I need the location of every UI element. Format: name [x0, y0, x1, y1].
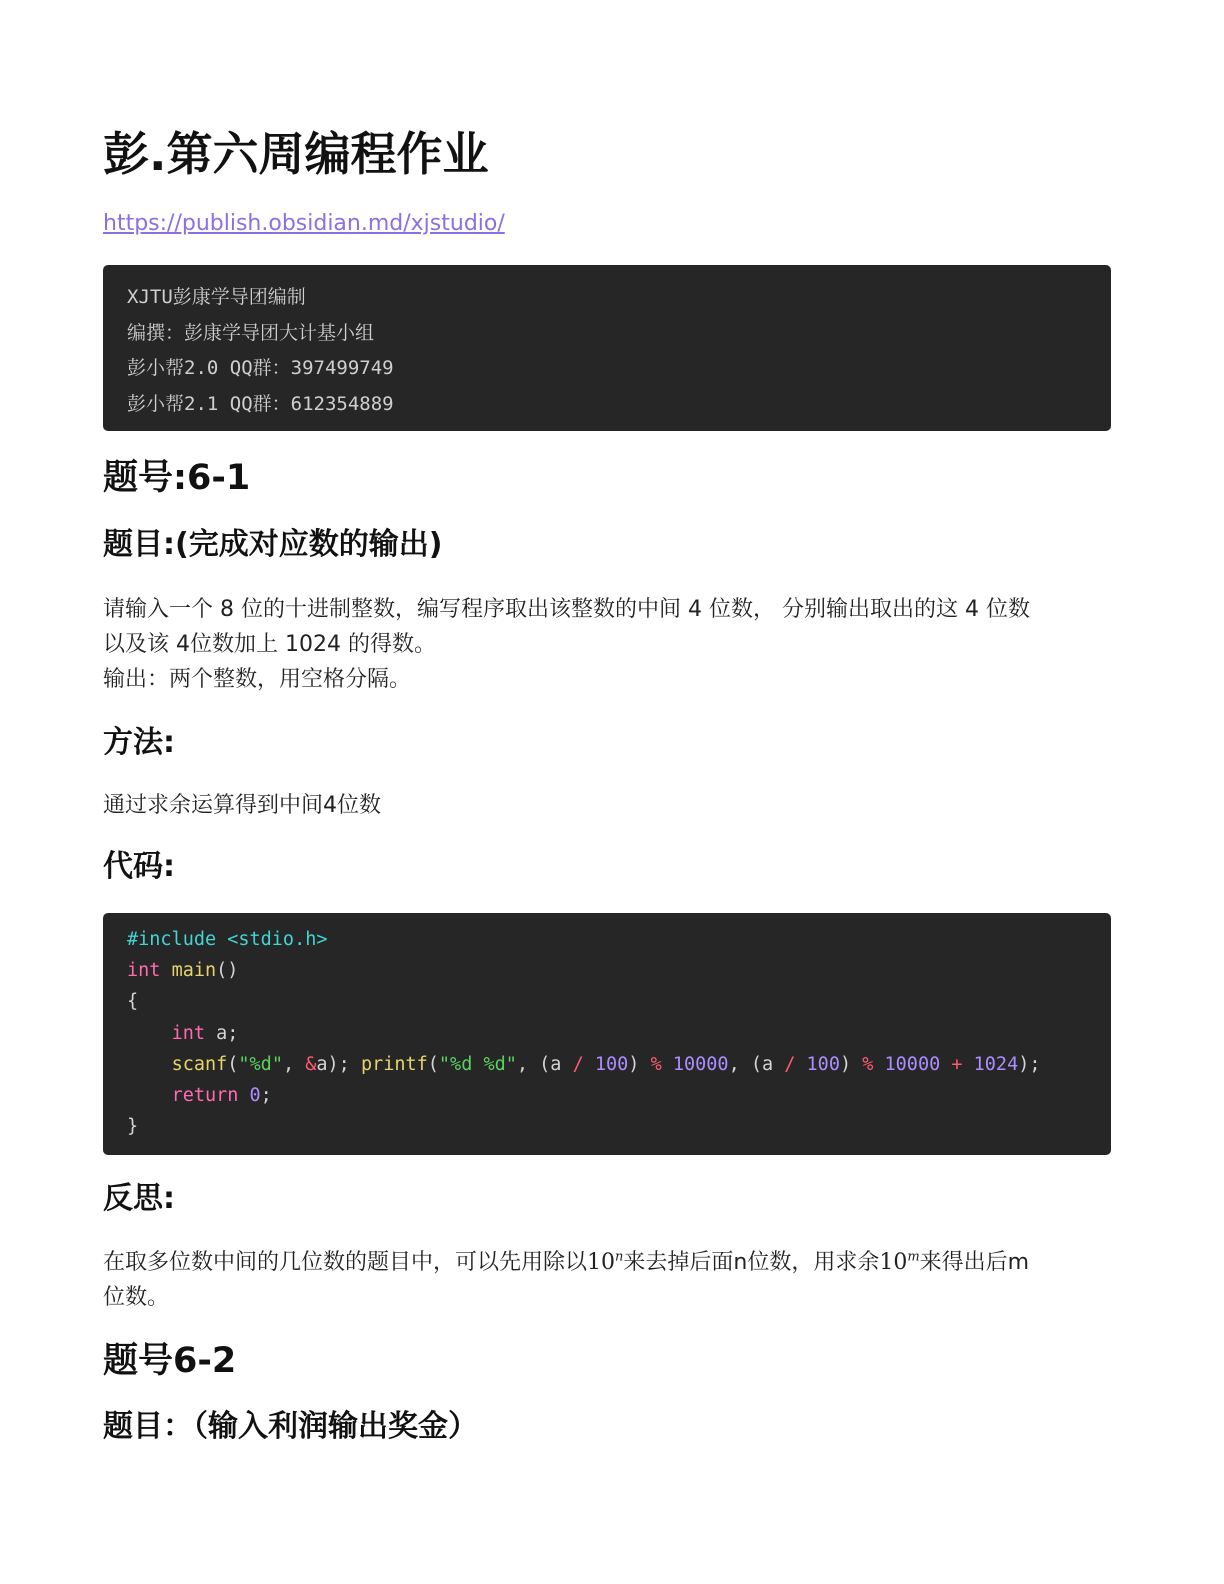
math-base: 10 [587, 1250, 616, 1275]
code-token: ) [839, 1053, 863, 1075]
reflection-text-part: 在取多位数中间的几位数的题目中，可以先用除以 [103, 1250, 588, 1275]
math-base: 10 [879, 1250, 908, 1275]
code-token [127, 1054, 172, 1075]
topic-text-line: 输出：两个整数，用空格分隔。 [103, 667, 412, 692]
code-token: () [216, 960, 239, 982]
code-token [940, 1054, 951, 1075]
math-power-n [587, 1250, 623, 1275]
topic-text-line: 请输入一个 8 位的十进制整数，编写程序取出该整数的中间 4 位数， 分别输出取出的这 4 位数 [103, 597, 1030, 622]
info-line: 编撰：彭康学导团大计基小组 [127, 321, 375, 344]
code-token: % [862, 1053, 874, 1075]
code-line [127, 986, 1087, 1017]
code-token: "%d" [238, 1053, 283, 1075]
code-token [127, 1085, 172, 1106]
code-block[interactable] [103, 913, 1111, 1155]
reflection-text-part: 来得出后m [919, 1250, 1030, 1275]
code-token [584, 1054, 595, 1075]
code-token [238, 1085, 249, 1106]
code-token: printf [360, 1053, 428, 1075]
code-token [127, 1023, 172, 1044]
code-token: , [282, 1053, 306, 1075]
code-token: a; [204, 1022, 239, 1044]
reflection-text-part: 位数。 [103, 1285, 170, 1310]
math-power-m [879, 1250, 919, 1275]
code-token [873, 1054, 884, 1075]
reflection-heading: 反思: [103, 1181, 175, 1216]
code-token: { [127, 991, 139, 1013]
code-token: int [127, 960, 161, 982]
topic-text [103, 592, 1111, 697]
code-token: , (a [728, 1053, 785, 1075]
code-token: 10000 [884, 1053, 941, 1075]
code-line [127, 1111, 1087, 1142]
code-line [127, 924, 1087, 955]
code-token: #include <stdio.h> [127, 929, 328, 950]
code-line [127, 1049, 1087, 1080]
reflection-text-part: 来去掉后面n位数，用求余 [623, 1250, 880, 1275]
obsidian-publish-link[interactable]: https://publish.obsidian.md/xjstudio/ [103, 211, 505, 236]
code-line [127, 1018, 1087, 1049]
topic-text-line: 以及该 4位数加上 1024 的得数。 [103, 632, 436, 657]
code-token: "%d %d" [438, 1053, 517, 1075]
code-token: ( [427, 1053, 439, 1075]
code-token [662, 1054, 673, 1075]
code-token: } [127, 1116, 139, 1138]
code-token: , (a [516, 1053, 573, 1075]
math-exponent: n [615, 1249, 624, 1265]
info-block [103, 265, 1111, 431]
code-token: ) [628, 1053, 651, 1075]
code-token: scanf [171, 1053, 228, 1075]
info-line: 彭小帮2.0 QQ群：397499749 [127, 357, 394, 379]
code-token: int [171, 1022, 205, 1044]
method-heading: 方法: [103, 725, 175, 760]
code-token: ); [1018, 1053, 1041, 1075]
code-token: 100 [594, 1053, 629, 1075]
info-line: 彭小帮2.1 QQ群：612354889 [127, 392, 394, 415]
math-exponent: m [907, 1249, 920, 1265]
method-text: 通过求余运算得到中间4位数 [103, 793, 381, 818]
code-token: 100 [806, 1053, 840, 1075]
code-token: + [951, 1053, 963, 1075]
code-token: main [171, 960, 217, 982]
reflection-text [103, 1245, 1111, 1315]
code-token: ; [260, 1084, 272, 1106]
code-token [963, 1054, 974, 1075]
code-token: / [784, 1053, 796, 1075]
code-line [127, 955, 1087, 986]
code-token: % [650, 1053, 662, 1075]
code-token [795, 1054, 806, 1075]
code-token: 1024 [973, 1053, 1019, 1075]
code-token: return [171, 1084, 239, 1106]
info-line: XJTU彭康学导团编制 [127, 286, 306, 308]
question-6-2-heading: 题号6-2 [103, 1341, 237, 1381]
code-token: ( [227, 1053, 239, 1075]
topic-heading: 题目:(完成对应数的输出) [103, 527, 443, 562]
code-heading: 代码: [103, 849, 175, 884]
question-6-1-heading: 题号:6-1 [103, 458, 251, 498]
code-token [160, 960, 171, 981]
code-token: & [305, 1053, 317, 1075]
code-token: / [572, 1053, 584, 1075]
page-title: 彭.第六周编程作业 [103, 127, 489, 181]
code-token: 0 [249, 1084, 261, 1106]
code-token: a); [316, 1053, 361, 1075]
topic-heading-6-2: 题目：（输入利润输出奖金） [103, 1409, 478, 1444]
code-token: 10000 [672, 1053, 729, 1075]
code-line [127, 1080, 1087, 1111]
